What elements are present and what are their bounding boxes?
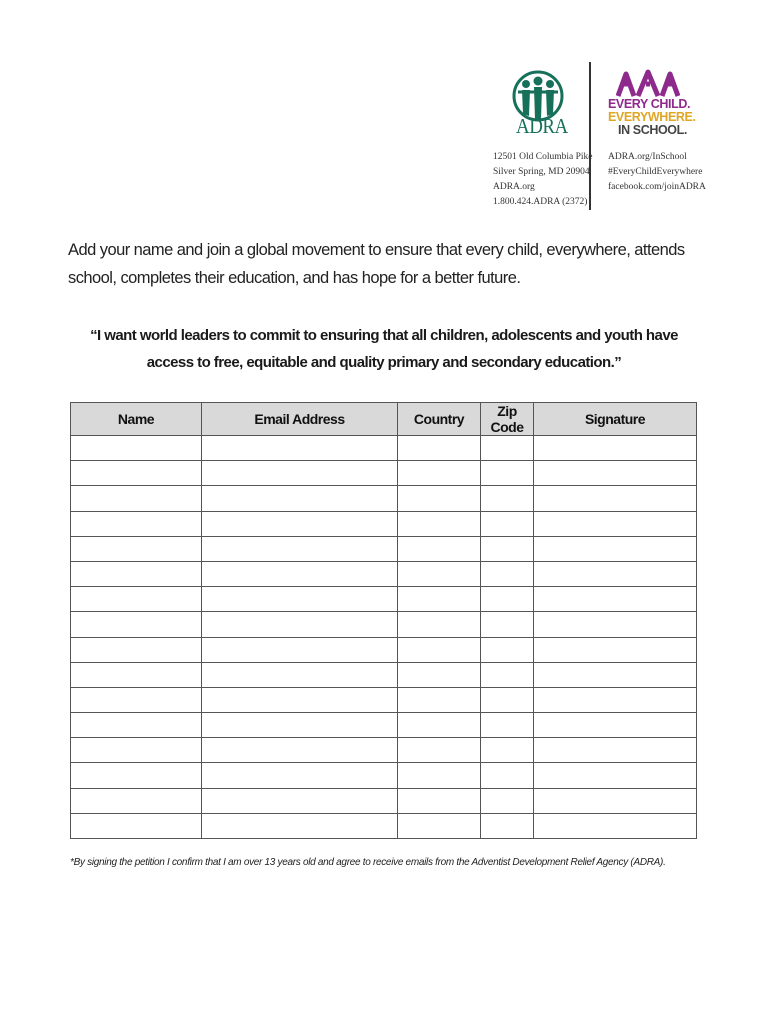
signature-cell[interactable]: [534, 637, 697, 662]
signature-cell[interactable]: [534, 486, 697, 511]
contact-line[interactable]: ADRA.org/InSchool: [608, 152, 687, 162]
table-row: [71, 788, 697, 813]
name-cell[interactable]: [71, 813, 202, 838]
name-cell[interactable]: [71, 536, 202, 561]
zip-cell[interactable]: [481, 612, 534, 637]
country-cell[interactable]: [398, 436, 481, 461]
email-cell[interactable]: [202, 511, 398, 536]
name-cell[interactable]: [71, 763, 202, 788]
email-cell[interactable]: [202, 713, 398, 738]
zip-cell[interactable]: [481, 662, 534, 687]
country-cell[interactable]: [398, 637, 481, 662]
table-row: [71, 486, 697, 511]
signature-cell[interactable]: [534, 763, 697, 788]
signature-cell[interactable]: [534, 536, 697, 561]
table-row: [71, 813, 697, 838]
email-cell[interactable]: [202, 587, 398, 612]
country-cell[interactable]: [398, 511, 481, 536]
zip-cell[interactable]: [481, 788, 534, 813]
pledge-quote: “I want world leaders to commit to ensuring that all children, adolescents and youth have access to free, equitable and quality primary and secondary education.”: [90, 327, 678, 371]
address-line: 1.800.424.ADRA (2372): [493, 197, 588, 207]
zip-cell[interactable]: [481, 587, 534, 612]
table-row: [71, 713, 697, 738]
name-cell[interactable]: [71, 486, 202, 511]
signature-cell[interactable]: [534, 461, 697, 486]
table-row: [71, 612, 697, 637]
email-cell[interactable]: [202, 813, 398, 838]
address-line: 12501 Old Columbia Pike: [493, 152, 593, 162]
country-cell[interactable]: [398, 561, 481, 586]
signature-cell[interactable]: [534, 587, 697, 612]
contact-links: [608, 150, 706, 195]
every-child-logo: [608, 68, 698, 138]
address-line: Silver Spring, MD 20904: [493, 167, 590, 177]
signature-cell[interactable]: [534, 511, 697, 536]
signature-cell[interactable]: [534, 713, 697, 738]
name-cell[interactable]: [71, 788, 202, 813]
table-row: [71, 738, 697, 763]
zip-cell[interactable]: [481, 637, 534, 662]
zip-cell[interactable]: [481, 436, 534, 461]
name-cell[interactable]: [71, 687, 202, 712]
signature-cell[interactable]: [534, 738, 697, 763]
signature-cell[interactable]: [534, 687, 697, 712]
signature-cell[interactable]: [534, 788, 697, 813]
name-cell[interactable]: [71, 511, 202, 536]
campaign-line-3: IN SCHOOL.: [618, 123, 687, 137]
country-cell[interactable]: [398, 536, 481, 561]
column-header-name: Name: [71, 403, 202, 436]
country-cell[interactable]: [398, 813, 481, 838]
country-cell[interactable]: [398, 763, 481, 788]
signature-cell[interactable]: [534, 612, 697, 637]
signature-table: [70, 402, 697, 839]
mailing-address: [493, 150, 593, 210]
table-row: [71, 461, 697, 486]
column-header-email: Email Address: [202, 403, 398, 436]
country-cell[interactable]: [398, 738, 481, 763]
country-cell[interactable]: [398, 788, 481, 813]
name-cell[interactable]: [71, 461, 202, 486]
contact-line: #EveryChildEverywhere: [608, 167, 703, 177]
email-cell[interactable]: [202, 662, 398, 687]
email-cell[interactable]: [202, 536, 398, 561]
signature-cell[interactable]: [534, 436, 697, 461]
email-cell[interactable]: [202, 788, 398, 813]
column-header-signature: Signature: [534, 403, 697, 436]
column-header-country: Country: [398, 403, 481, 436]
campaign-line-1: EVERY CHILD.: [608, 97, 691, 111]
campaign-line-2: EVERYWHERE.: [608, 110, 696, 124]
signature-cell[interactable]: [534, 662, 697, 687]
table-row: [71, 763, 697, 788]
zip-cell[interactable]: [481, 738, 534, 763]
column-header-zip: Zip Code: [481, 403, 534, 436]
name-cell[interactable]: [71, 587, 202, 612]
zip-cell[interactable]: [481, 713, 534, 738]
table-row: [71, 536, 697, 561]
email-cell[interactable]: [202, 486, 398, 511]
country-cell[interactable]: [398, 662, 481, 687]
contact-line[interactable]: facebook.com/joinADRA: [608, 182, 706, 192]
name-cell[interactable]: [71, 612, 202, 637]
name-cell[interactable]: [71, 436, 202, 461]
name-cell[interactable]: [71, 713, 202, 738]
zip-cell[interactable]: [481, 461, 534, 486]
country-cell[interactable]: [398, 461, 481, 486]
table-row: [71, 561, 697, 586]
zip-cell[interactable]: [481, 536, 534, 561]
address-line[interactable]: ADRA.org: [493, 182, 535, 192]
email-cell[interactable]: [202, 738, 398, 763]
email-cell[interactable]: [202, 637, 398, 662]
email-cell[interactable]: [202, 561, 398, 586]
country-cell[interactable]: [398, 713, 481, 738]
email-cell[interactable]: [202, 461, 398, 486]
table-row: [71, 637, 697, 662]
adra-logo-text: ADRA: [516, 114, 568, 138]
email-cell[interactable]: [202, 763, 398, 788]
table-row: [71, 436, 697, 461]
consent-footnote: *By signing the petition I confirm that I am over 13 years old and agree to receive emails from the Adventist Development Relief Agency (ADRA).: [70, 857, 666, 868]
name-cell[interactable]: [71, 637, 202, 662]
email-cell[interactable]: [202, 436, 398, 461]
zip-cell[interactable]: [481, 763, 534, 788]
country-cell[interactable]: [398, 486, 481, 511]
zip-cell[interactable]: [481, 486, 534, 511]
signature-cell[interactable]: [534, 813, 697, 838]
table-row: [71, 587, 697, 612]
children-figures-icon: [616, 68, 680, 98]
letterhead: [490, 58, 710, 210]
intro-text: Add your name and join a global movement to ensure that every child, everywhere, attends school, completes their education, and has hope for a better future.: [68, 241, 685, 287]
table-row: [71, 662, 697, 687]
email-cell[interactable]: [202, 612, 398, 637]
zip-cell[interactable]: [481, 687, 534, 712]
table-row: [71, 687, 697, 712]
zip-cell[interactable]: [481, 813, 534, 838]
signature-cell[interactable]: [534, 561, 697, 586]
name-cell[interactable]: [71, 662, 202, 687]
zip-cell[interactable]: [481, 561, 534, 586]
zip-cell[interactable]: [481, 511, 534, 536]
table-row: [71, 511, 697, 536]
country-cell[interactable]: [398, 612, 481, 637]
table-header-row: [71, 403, 697, 436]
name-cell[interactable]: [71, 561, 202, 586]
name-cell[interactable]: [71, 738, 202, 763]
email-cell[interactable]: [202, 687, 398, 712]
country-cell[interactable]: [398, 687, 481, 712]
country-cell[interactable]: [398, 587, 481, 612]
